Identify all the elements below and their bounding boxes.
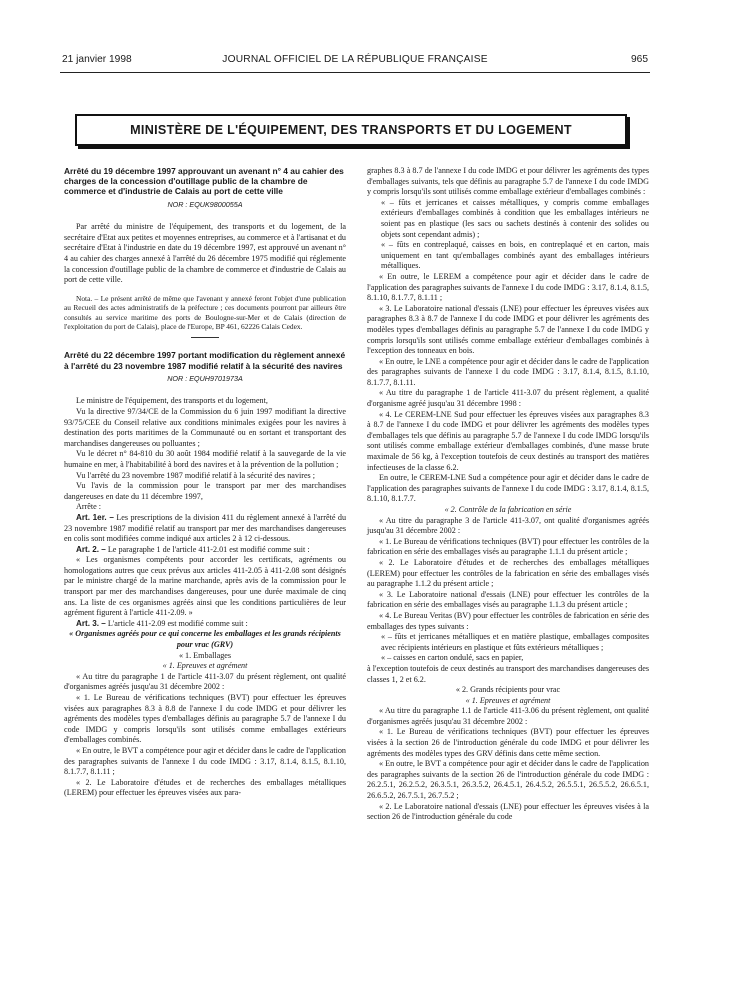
left-column (64, 166, 346, 799)
ministry-title: MINISTÈRE DE L'ÉQUIPEMENT, DES TRANSPORTS ET DU LOGEMENT (130, 123, 572, 137)
paragraph (64, 481, 346, 502)
nor-reference (64, 200, 346, 211)
article-number: Art. 1er. – (76, 512, 114, 522)
paragraph (64, 693, 346, 746)
paragraph (367, 802, 649, 823)
text: Vu l'avis de la commission pour le transport par mer des marchandises dangereuses en date du 11 décembre 1997, (64, 481, 346, 501)
list-item (367, 240, 649, 272)
paragraph (64, 471, 346, 482)
header-rule (60, 72, 650, 73)
text: « 2. Contrôle de la fabrication en série (444, 505, 572, 514)
paragraph (367, 473, 649, 505)
paragraph (367, 516, 649, 537)
paragraph (64, 502, 346, 513)
page-number: 965 (631, 54, 648, 65)
paragraph (64, 672, 346, 693)
text: « 1. Le Bureau de vérifications techniques (BVT) pour effectuer les contrôles de la fabrication en série des emballages visés au paragraphe 1.1.1 du présent article ; (367, 536, 649, 557)
paragraph (367, 558, 649, 590)
text: « – fûts et jerricanes métalliques et en matière plastique, emballages composites avec récipients intérieurs en plastique et fûts extérieurs métalliques ; (381, 632, 649, 652)
paragraph (367, 166, 649, 198)
decree-title (64, 166, 346, 197)
paragraph (64, 778, 346, 799)
section-separator (191, 337, 219, 338)
article-number: Art. 2. – (76, 544, 106, 554)
paragraph (64, 545, 346, 556)
text: graphes 8.3 à 8.7 de l'annexe I du code IMDG et pour délivrer les agréments des types d'emballages suivants, tels que définis au paragraphe 5.7 de l'annexe I du code IMDG y compris lorsqu'ils sont utilisés comme emballage extérieur d'emballages combinés : (367, 166, 649, 197)
text: Les prescriptions de la division 411 du règlement annexé à l'arrêté du 23 novembre 1987 modifié relatif au transport par mer des marchandises dangereuses en colis sont modifiées comme indiqué aux articles 2 à 12 ci-dessous. (64, 512, 347, 544)
text: NOR : EQUH9701973A (167, 373, 243, 383)
section-heading (367, 685, 649, 696)
text: « Au titre du paragraphe 1 de l'article 411-3.07 du présent règlement, a qualité d'organisme agréé jusqu'au 31 décembre 1998 : (367, 388, 649, 409)
text: « Organismes agréés pour ce qui concerne les emballages et les grands récipients pour vrac (GRV) (69, 629, 341, 650)
text: « 4. Le Bureau Veritas (BV) pour effectuer les contrôles de fabrication en série des emballages des types suivants : (367, 610, 649, 631)
subsection-heading (367, 505, 649, 516)
text: « 2. Le Laboratoire d'études et de recherches des emballages métalliques (LEREM) pour effectuer les contrôles de la fabrication en série des emballages visés au paragraphe 1.1.2 du présent article ; (367, 557, 649, 589)
text: « Au titre du paragraphe 3 de l'article 411-3.07, ont qualité d'organismes agréés jusqu'au 31 décembre 2002 : (367, 515, 649, 536)
paragraph (367, 759, 649, 801)
text: « En outre, le BVT a compétence pour agir et décider dans le cadre de l'application des paragraphes suivants de la section 26 de l'introduction générale du code IMDG : 26.2.5.1, 26.2.5.2, 26.3.5.1, 26.3.5.2, 26.4.5.1, 26.4.5.2, 26.5.5.1, 26.5.5.2, 26.6.5.1, 26.6.5.2, 26.7.5.1, 26.7.5.2 ; (367, 759, 649, 801)
ministry-banner (75, 114, 627, 146)
spacer (64, 286, 346, 294)
decree-title (64, 350, 346, 370)
text: « 1. Le Bureau de vérifications techniques (BVT) pour effectuer les épreuves visées aux paragraphes 8.3 à 8.8 de l'annexe I du code IMDG et pour délivrer les agréments des modèles types d'emballages définis au paragraphe 5.7 de l'annexe I du code IMDG y compris lorsqu'ils sont utilisés comme emballages extérieurs d'emballages combinés. (64, 693, 346, 745)
text: « – fûts en contreplaqué, caisses en bois, en contreplaqué et en carton, mais uniquement en tant qu'emballages combinés ayant des emballages intérieurs métalliques. (381, 240, 649, 271)
paragraph (64, 513, 346, 545)
text: « 2. Le Laboratoire national d'essais (LNE) pour effectuer les épreuves visées à la section 26 de l'introduction générale du code (367, 801, 649, 822)
text: « 1. Emballages (178, 650, 232, 660)
paragraph (64, 619, 346, 630)
text: En outre, le CEREM-LNE Sud a compétence pour agir et décider dans le cadre de l'application des paragraphes suivants de l'annexe I du code IMDG : 3.17, 8.1.4, 8.1.5, 8.1.10, 8.1.7.7. (367, 473, 649, 504)
text: à l'exception toutefois de ceux destinés au transport des marchandises dangereuses des classes 1, 2 et 6.2. (367, 663, 649, 684)
text: « 1. Epreuves et agrément (162, 661, 248, 671)
text: Le ministre de l'équipement, des transports et du logement, (76, 396, 268, 406)
running-header (62, 54, 648, 68)
paragraph (64, 396, 346, 407)
paragraph (367, 664, 649, 685)
text: « En outre, le LNE a compétence pour agir et décider dans le cadre de l'application des paragraphes suivants de l'annexe I du code IMDG : 3.17, 8.1.4, 8.1.5, 8.1.10, 8.1.7.7, 8.1.11. (367, 356, 649, 387)
text: Le paragraphe 1 de l'article 411-2.01 est modifié comme suit : (107, 544, 310, 554)
issue-date: 21 janvier 1998 (62, 54, 132, 65)
list-item (367, 198, 649, 240)
text: Vu la directive 97/34/CE de la Commission du 6 juin 1997 modifiant la directive 93/75/CEE du Conseil relative aux conditions minimales exigées pour les navires à destination des ports maritimes de la Communauté ou en sortant et transportant des marchandises dangereuses ou polluantes ; (64, 406, 346, 448)
paragraph (367, 388, 649, 409)
paragraph (367, 304, 649, 357)
text: « En outre, le LEREM a compétence pour agir et décider dans le cadre de l'application des paragraphes suivants de l'annexe I du code IMDG : 3.17, 8.1.4, 8.1.5, 8.1.10, 8.1.7.7, 8.1.11 ; (367, 271, 649, 303)
paragraph (367, 357, 649, 389)
text: Vu le décret n° 84-810 du 30 août 1984 modifié relatif à la sauvegarde de la vie humaine en mer, à l'habitabilité à bord des navires et à la prévention de la pollution ; (64, 449, 346, 469)
text: Arrête : (76, 502, 102, 512)
text: « – fûts et jerricanes et caisses métalliques, y compris comme emballages extérieurs d'emballages combinés à condition que les emballages intérieurs ne soient pas en plastique (les sacs ou sachets destinés à contenir des solides ou objets sont cependant admis) ; (381, 197, 649, 239)
text: « 3. Le Laboratoire national d'essais (LNE) pour effectuer les contrôles de la fabrication en série des emballages visés au paragraphe 1.1.3 du présent article ; (367, 589, 649, 610)
text: « 1. Epreuves et agrément (465, 695, 551, 705)
text: « – caisses en carton ondulé, sacs en papier, (381, 653, 524, 663)
nota-note (64, 294, 346, 332)
list-item (367, 653, 649, 664)
right-column (367, 166, 649, 823)
text: « 4. Le CEREM-LNE Sud pour effectuer les épreuves visées aux paragraphes 8.3 à 8.7 de l'annexe I du code IMDG et pour délivrer les agréments des modèles types d'emballages tels que définis au paragraphe 5.7 de l'annexe I du code IMDG lorsqu'ils sont utilisés comme emballage extérieur d'emballages combinés, d'une masse brute maximale de 56 kg, à l'exception toutefois de ceux destinés au transport des matières infectieuses de la classe 6.2. (367, 409, 649, 472)
journal-title: JOURNAL OFFICIEL DE LA RÉPUBLIQUE FRANÇAISE (222, 54, 488, 65)
text: Nota. – Le présent arrêté de même que l'avenant y annexé feront l'objet d'une publication au Recueil des actes administratifs de la préfecture ; ces documents pourront par ailleurs être consultés au service maritime des ports de Boulogne-sur-Mer et de Calais (direction de l'exploitation du port de Calais), place de l'Europe, BP 461, 62226 Calais Cedex. (64, 293, 346, 331)
nor-reference (64, 374, 346, 385)
section-heading (64, 651, 346, 662)
text: « En outre, le BVT a compétence pour agir et décider dans le cadre de l'application des paragraphes suivants de l'annexe I du code IMDG : 3.17, 8.1.4, 8.1.5, 8.1.10, 8.1.7.7, 8.1.11 ; (64, 745, 346, 777)
paragraph (64, 449, 346, 470)
text: « Au titre du paragraphe 1 de l'article 411-3.07 du présent règlement, ont qualité d'organismes agréés jusqu'au 31 décembre 2002 : (64, 671, 346, 692)
text: Vu l'arrêté du 23 novembre 1987 modifié relatif à la sécurité des navires ; (76, 470, 315, 480)
text: « Les organismes compétents pour accorder les certificats, agréments ou homologations autres que ceux prévus aux articles 411-2.05 à 411-2.08 sont désignés par le ministre chargé de la marine marchande, après avis de la commission pour le transport par mer des marchandises dangereuses, pour une durée maximale de cinq ans. La liste de ces organismes agréés ainsi que les conditions particulières de leur agrément figurent à l'article 411-2.09. » (64, 555, 346, 618)
subsection-heading (64, 629, 346, 650)
list-item (367, 632, 649, 653)
paragraph (367, 272, 649, 304)
text: « Au titre du paragraphe 1.1 de l'article 411-3.06 du présent règlement, ont qualité d'organismes agréés jusqu'au 31 décembre 2002 : (367, 706, 649, 726)
paragraph (367, 590, 649, 611)
paragraph (367, 611, 649, 632)
text: NOR : EQUK9800055A (167, 199, 243, 209)
paragraph (64, 407, 346, 449)
paragraph (64, 222, 346, 286)
paragraph (367, 706, 649, 727)
paragraph (64, 746, 346, 778)
paragraph (367, 727, 649, 759)
paragraph (64, 555, 346, 619)
text: Par arrêté du ministre de l'équipement, des transports et du logement, de la secrétaire d'Etat aux petites et moyennes entreprises, au commerce et à l'artisanat et du secrétaire d'Etat à l'industrie en date du 19 décembre 1997, est approuvé un avenant n° 4 au cahier des charges annexé à l'arrêté du 26 décembre 1975 modifié qui réglemente la concession d'outillage public de la chambre de commerce et d'industrie de Calais au port de cette ville. (64, 222, 346, 285)
paragraph (367, 537, 649, 558)
subsection-heading (64, 661, 346, 672)
text: « 1. Le Bureau de vérifications techniques (BVT) pour effectuer les épreuves visées à la section 26 de l'introduction générale du code IMDG et pour délivrer les agréments des modèles types des GRV définis dans cette même section. (367, 727, 649, 758)
text: « 2. Le Laboratoire d'études et de recherches des emballages métalliques (LEREM) pour effectuer les épreuves visées aux para- (64, 777, 346, 798)
text: « 2. Grands récipients pour vrac (455, 685, 561, 695)
text: L'article 411-2.09 est modifié comme suit : (107, 618, 248, 628)
subsection-heading (367, 696, 649, 707)
text: Arrêté du 22 décembre 1997 portant modification du règlement annexé à l'arrêté du 23 novembre 1987 modifié relatif à la sécurité des navires (64, 350, 346, 371)
text: Arrêté du 19 décembre 1997 approuvant un avenant n° 4 au cahier des charges de la concession d'outillage public de la chambre de commerce et d'industrie de Calais au port de cette ville (64, 166, 344, 197)
paragraph (367, 410, 649, 474)
text: « 3. Le Laboratoire national d'essais (LNE) pour effectuer les épreuves visées aux paragraphes 8.3 à 8.7 de l'annexe I du code IMDG et pour délivrer les agréments des modèles types d'emballages définis au paragraphe 5.7 de l'annexe I du code IMDG y compris lorsqu'ils sont utilisés comme emballage extérieur d'emballages combinés à l'exception des tonneaux en bois. (367, 303, 649, 356)
article-number: Art. 3. – (76, 618, 106, 628)
